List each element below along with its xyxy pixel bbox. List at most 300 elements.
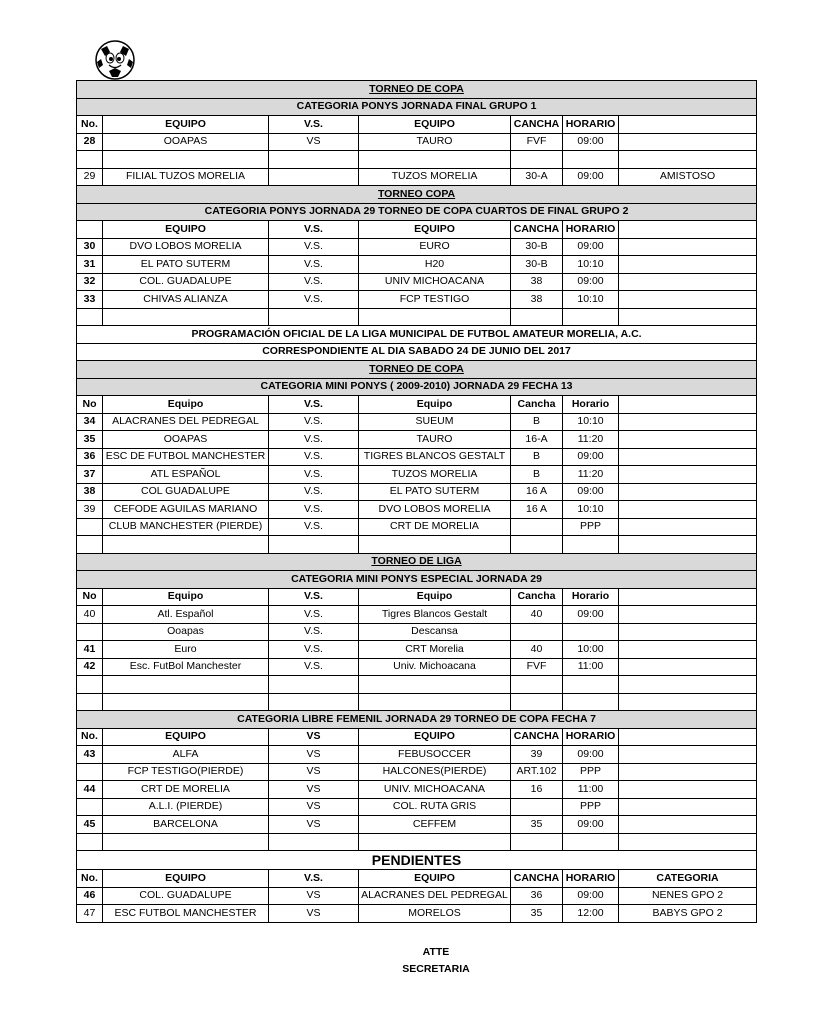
cell-time <box>563 308 619 326</box>
cell-vs <box>269 833 359 851</box>
program-title-row <box>77 343 757 361</box>
cell-note <box>619 623 757 641</box>
header-team-away: Equipo <box>359 588 511 606</box>
schedule-body <box>77 81 757 923</box>
header-team-home: EQUIPO <box>103 728 269 746</box>
cell-no <box>77 798 103 816</box>
cell-team-home: A.L.I. (PIERDE) <box>103 798 269 816</box>
cell-field: 30-B <box>511 238 563 256</box>
match-row <box>77 623 757 641</box>
cell-vs <box>269 308 359 326</box>
match-row <box>77 905 757 923</box>
cell-time: 12:00 <box>563 905 619 923</box>
section-header-text: CATEGORIA PONYS JORNADA FINAL GRUPO 1 <box>77 98 757 116</box>
cell-note <box>619 448 757 466</box>
cell-no: 38 <box>77 483 103 501</box>
cell-team-home <box>103 308 269 326</box>
cell-vs: V.S. <box>269 501 359 519</box>
header-note <box>619 588 757 606</box>
cell-vs <box>269 536 359 554</box>
cell-no: 47 <box>77 905 103 923</box>
cell-team-home: COL GUADALUPE <box>103 483 269 501</box>
cell-no <box>77 518 103 536</box>
cell-field <box>511 518 563 536</box>
cell-time: 10:10 <box>563 256 619 274</box>
cell-time <box>563 833 619 851</box>
section-header-text: TORNEO DE COPA <box>77 361 757 379</box>
header-field: CANCHA <box>511 728 563 746</box>
column-header-row <box>77 728 757 746</box>
section-header-text: CATEGORIA MINI PONYS ( 2009-2010) JORNADA 29 FECHA 13 <box>77 378 757 396</box>
cell-note: NENES GPO 2 <box>619 887 757 905</box>
header-vs: V.S. <box>269 221 359 239</box>
cell-vs: V.S. <box>269 431 359 449</box>
cell-team-away: HALCONES(PIERDE) <box>359 763 511 781</box>
header-vs: VS <box>269 728 359 746</box>
cell-team-away: TAURO <box>359 133 511 151</box>
cell-note <box>619 833 757 851</box>
column-header-row <box>77 221 757 239</box>
cell-no <box>77 693 103 711</box>
cell-team-away: Descansa <box>359 623 511 641</box>
match-row <box>77 606 757 624</box>
column-header-row <box>77 396 757 414</box>
header-team-home: EQUIPO <box>103 221 269 239</box>
cell-team-home <box>103 536 269 554</box>
cell-time <box>563 623 619 641</box>
header-vs: V.S. <box>269 870 359 888</box>
header-time: HORARIO <box>563 870 619 888</box>
header-field: CANCHA <box>511 221 563 239</box>
cell-team-home: ALACRANES DEL PEDREGAL <box>103 413 269 431</box>
column-header-row <box>77 588 757 606</box>
cell-note <box>619 308 757 326</box>
match-row <box>77 887 757 905</box>
cell-vs <box>269 168 359 186</box>
pending-title-row <box>77 851 757 870</box>
cell-vs: V.S. <box>269 641 359 659</box>
cell-field: B <box>511 413 563 431</box>
cell-team-away <box>359 308 511 326</box>
cell-field: 40 <box>511 606 563 624</box>
cell-note <box>619 693 757 711</box>
cell-team-home: FCP TESTIGO(PIERDE) <box>103 763 269 781</box>
cell-time: 10:10 <box>563 501 619 519</box>
header-no: No. <box>77 116 103 134</box>
cell-team-away: Univ. Michoacana <box>359 658 511 676</box>
cell-field: 35 <box>511 816 563 834</box>
section-header-row <box>77 203 757 221</box>
cell-note <box>619 658 757 676</box>
cell-note <box>619 798 757 816</box>
cell-team-away: CRT DE MORELIA <box>359 518 511 536</box>
cell-team-away <box>359 151 511 169</box>
header-time: HORARIO <box>563 116 619 134</box>
cell-team-away: MORELOS <box>359 905 511 923</box>
cell-time: 11:20 <box>563 431 619 449</box>
cell-field: 16-A <box>511 431 563 449</box>
cell-team-home: Ooapas <box>103 623 269 641</box>
match-row <box>77 413 757 431</box>
cell-field: 35 <box>511 905 563 923</box>
section-header-row <box>77 361 757 379</box>
cell-note <box>619 413 757 431</box>
blank-row <box>77 151 757 169</box>
match-row <box>77 448 757 466</box>
cell-team-away: TUZOS MORELIA <box>359 168 511 186</box>
cell-vs: VS <box>269 781 359 799</box>
cell-vs: VS <box>269 133 359 151</box>
cell-no: 32 <box>77 273 103 291</box>
cell-team-away: EL PATO SUTERM <box>359 483 511 501</box>
cell-field: 36 <box>511 887 563 905</box>
cell-field: 16 A <box>511 483 563 501</box>
cell-team-away: ALACRANES DEL PEDREGAL <box>359 887 511 905</box>
cell-vs: V.S. <box>269 448 359 466</box>
cell-no: 30 <box>77 238 103 256</box>
header-time: Horario <box>563 588 619 606</box>
cell-team-home: ESC DE FUTBOL MANCHESTER <box>103 448 269 466</box>
cell-vs <box>269 676 359 694</box>
cell-no: 45 <box>77 816 103 834</box>
cell-vs: V.S. <box>269 238 359 256</box>
cell-vs: V.S. <box>269 606 359 624</box>
cell-team-away: EURO <box>359 238 511 256</box>
section-header-text: CATEGORIA LIBRE FEMENIL JORNADA 29 TORNEO DE COPA FECHA 7 <box>77 711 757 729</box>
cell-time: 10:10 <box>563 291 619 309</box>
cell-field: 38 <box>511 291 563 309</box>
cell-no: 43 <box>77 746 103 764</box>
header-no: No. <box>77 728 103 746</box>
cell-time <box>563 536 619 554</box>
cell-vs <box>269 693 359 711</box>
cell-note <box>619 763 757 781</box>
cell-no: 35 <box>77 431 103 449</box>
cell-team-home: CHIVAS ALIANZA <box>103 291 269 309</box>
match-row <box>77 518 757 536</box>
match-row <box>77 641 757 659</box>
cell-vs: V.S. <box>269 291 359 309</box>
header-vs: V.S. <box>269 396 359 414</box>
section-header-text: CATEGORIA MINI PONYS ESPECIAL JORNADA 29 <box>77 571 757 589</box>
cell-no <box>77 676 103 694</box>
cell-field: 16 <box>511 781 563 799</box>
cell-team-home: Euro <box>103 641 269 659</box>
cell-field <box>511 151 563 169</box>
match-row <box>77 466 757 484</box>
cell-no: 29 <box>77 168 103 186</box>
cell-team-away: Tigres Blancos Gestalt <box>359 606 511 624</box>
cell-time: PPP <box>563 798 619 816</box>
cell-time: 09:00 <box>563 606 619 624</box>
cell-vs: V.S. <box>269 518 359 536</box>
cell-vs: VS <box>269 763 359 781</box>
cell-time: 09:00 <box>563 168 619 186</box>
match-row <box>77 798 757 816</box>
cell-time: PPP <box>563 763 619 781</box>
cell-no: 41 <box>77 641 103 659</box>
cell-vs: V.S. <box>269 623 359 641</box>
header-time: HORARIO <box>563 728 619 746</box>
match-row <box>77 746 757 764</box>
cell-time: 09:00 <box>563 483 619 501</box>
cell-team-away <box>359 676 511 694</box>
cell-time: 09:00 <box>563 448 619 466</box>
cell-team-home: ATL ESPAÑOL <box>103 466 269 484</box>
cell-no: 44 <box>77 781 103 799</box>
blank-row <box>77 693 757 711</box>
cell-vs: VS <box>269 905 359 923</box>
header-team-home: Equipo <box>103 396 269 414</box>
section-header-text: CATEGORIA PONYS JORNADA 29 TORNEO DE COPA CUARTOS DE FINAL GRUPO 2 <box>77 203 757 221</box>
cell-team-home <box>103 676 269 694</box>
cell-team-away: UNIV MICHOACANA <box>359 273 511 291</box>
header-no <box>77 221 103 239</box>
header-team-home: Equipo <box>103 588 269 606</box>
cell-team-away: CEFFEM <box>359 816 511 834</box>
cell-time: PPP <box>563 518 619 536</box>
cell-field <box>511 308 563 326</box>
cell-vs: V.S. <box>269 256 359 274</box>
blank-row <box>77 676 757 694</box>
cell-time: 11:20 <box>563 466 619 484</box>
cell-team-home: CLUB MANCHESTER (PIERDE) <box>103 518 269 536</box>
cell-team-home: OOAPAS <box>103 133 269 151</box>
cell-team-home: CEFODE AGUILAS MARIANO <box>103 501 269 519</box>
cell-team-home: ALFA <box>103 746 269 764</box>
cell-no: 31 <box>77 256 103 274</box>
header-team-home: EQUIPO <box>103 116 269 134</box>
cell-time: 09:00 <box>563 133 619 151</box>
title-text: CORRESPONDIENTE AL DIA SABADO 24 DE JUNIO DEL 2017 <box>77 343 757 361</box>
cell-team-home: Esc. FutBol Manchester <box>103 658 269 676</box>
cell-vs: VS <box>269 746 359 764</box>
blank-row <box>77 536 757 554</box>
cell-team-home <box>103 151 269 169</box>
cell-team-away: H20 <box>359 256 511 274</box>
header-team-home: EQUIPO <box>103 870 269 888</box>
header-vs: V.S. <box>269 116 359 134</box>
cell-field <box>511 623 563 641</box>
cell-note <box>619 536 757 554</box>
cell-note <box>619 431 757 449</box>
cell-field: FVF <box>511 658 563 676</box>
cell-no: 42 <box>77 658 103 676</box>
match-row <box>77 781 757 799</box>
section-header-row <box>77 186 757 204</box>
match-row <box>77 431 757 449</box>
cell-team-away: CRT Morelia <box>359 641 511 659</box>
cell-vs: VS <box>269 798 359 816</box>
footer-secretaria: SECRETARIA <box>402 963 470 975</box>
cell-time: 11:00 <box>563 781 619 799</box>
cell-vs: V.S. <box>269 483 359 501</box>
cell-note <box>619 256 757 274</box>
cell-no <box>77 833 103 851</box>
cell-team-home: EL PATO SUTERM <box>103 256 269 274</box>
cell-note <box>619 816 757 834</box>
header-team-away: EQUIPO <box>359 870 511 888</box>
cell-field: ART.102 <box>511 763 563 781</box>
header-team-away: EQUIPO <box>359 116 511 134</box>
match-row <box>77 273 757 291</box>
cell-note <box>619 483 757 501</box>
cell-field: 39 <box>511 746 563 764</box>
cell-time: 09:00 <box>563 746 619 764</box>
cell-note <box>619 518 757 536</box>
cell-team-away <box>359 536 511 554</box>
section-header-row <box>77 378 757 396</box>
cell-team-home <box>103 833 269 851</box>
cell-team-away: TUZOS MORELIA <box>359 466 511 484</box>
cell-team-home: CRT DE MORELIA <box>103 781 269 799</box>
cell-no: 37 <box>77 466 103 484</box>
cell-time <box>563 151 619 169</box>
section-header-text: TORNEO DE COPA <box>77 81 757 99</box>
cell-no <box>77 763 103 781</box>
cell-field: 30-B <box>511 256 563 274</box>
soccer-ball-mascot-icon <box>91 37 139 81</box>
cell-team-away <box>359 693 511 711</box>
cell-field: 38 <box>511 273 563 291</box>
cell-team-away: FEBUSOCCER <box>359 746 511 764</box>
match-row <box>77 658 757 676</box>
cell-field: B <box>511 466 563 484</box>
cell-team-home: ESC FUTBOL MANCHESTER <box>103 905 269 923</box>
cell-field <box>511 833 563 851</box>
section-header-row <box>77 81 757 99</box>
cell-field <box>511 693 563 711</box>
cell-no: 40 <box>77 606 103 624</box>
match-row <box>77 763 757 781</box>
header-no: No <box>77 396 103 414</box>
program-title-row <box>77 326 757 344</box>
cell-note <box>619 606 757 624</box>
cell-team-away: FCP TESTIGO <box>359 291 511 309</box>
cell-note <box>619 781 757 799</box>
column-header-row <box>77 116 757 134</box>
cell-note: BABYS GPO 2 <box>619 905 757 923</box>
cell-no <box>77 623 103 641</box>
section-header-row <box>77 98 757 116</box>
section-header-row <box>77 553 757 571</box>
cell-no: 28 <box>77 133 103 151</box>
cell-note <box>619 133 757 151</box>
cell-note <box>619 273 757 291</box>
cell-time: 09:00 <box>563 238 619 256</box>
cell-note <box>619 291 757 309</box>
section-header-row <box>77 711 757 729</box>
column-header-row <box>77 870 757 888</box>
cell-no: 46 <box>77 887 103 905</box>
cell-note <box>619 676 757 694</box>
header-no: No <box>77 588 103 606</box>
cell-time: 09:00 <box>563 273 619 291</box>
cell-time: 10:10 <box>563 413 619 431</box>
cell-no <box>77 151 103 169</box>
cell-vs: V.S. <box>269 658 359 676</box>
cell-team-away <box>359 833 511 851</box>
cell-field: 30-A <box>511 168 563 186</box>
cell-team-away: TIGRES BLANCOS GESTALT <box>359 448 511 466</box>
cell-field <box>511 676 563 694</box>
cell-time <box>563 676 619 694</box>
cell-time: 10:00 <box>563 641 619 659</box>
match-row <box>77 501 757 519</box>
cell-note <box>619 746 757 764</box>
header-note <box>619 116 757 134</box>
cell-time: 09:00 <box>563 887 619 905</box>
footer-atte: ATTE <box>422 946 450 958</box>
header-note <box>619 396 757 414</box>
header-team-away: Equipo <box>359 396 511 414</box>
cell-team-home: FILIAL TUZOS MORELIA <box>103 168 269 186</box>
section-header-text: TORNEO COPA <box>77 186 757 204</box>
header-note <box>619 221 757 239</box>
match-row <box>77 133 757 151</box>
header-time: HORARIO <box>563 221 619 239</box>
header-note <box>619 728 757 746</box>
header-no: No. <box>77 870 103 888</box>
cell-field: FVF <box>511 133 563 151</box>
cell-vs: VS <box>269 887 359 905</box>
cell-team-home: COL. GUADALUPE <box>103 273 269 291</box>
header-team-away: EQUIPO <box>359 221 511 239</box>
header-field: Cancha <box>511 396 563 414</box>
header-note: CATEGORIA <box>619 870 757 888</box>
cell-vs: V.S. <box>269 466 359 484</box>
cell-no: 36 <box>77 448 103 466</box>
match-row <box>77 256 757 274</box>
cell-note <box>619 151 757 169</box>
header-field: Cancha <box>511 588 563 606</box>
cell-vs: V.S. <box>269 413 359 431</box>
cell-field <box>511 536 563 554</box>
cell-no: 39 <box>77 501 103 519</box>
title-text: PROGRAMACIÓN OFICIAL DE LA LIGA MUNICIPAL DE FUTBOL AMATEUR MORELIA, A.C. <box>77 326 757 344</box>
blank-row <box>77 833 757 851</box>
cell-team-home: BARCELONA <box>103 816 269 834</box>
cell-team-away: DVO LOBOS MORELIA <box>359 501 511 519</box>
cell-team-away: COL. RUTA GRIS <box>359 798 511 816</box>
header-vs: V.S. <box>269 588 359 606</box>
cell-no <box>77 308 103 326</box>
header-team-away: EQUIPO <box>359 728 511 746</box>
match-row <box>77 291 757 309</box>
cell-note <box>619 641 757 659</box>
cell-note <box>619 238 757 256</box>
cell-team-away: UNIV. MICHOACANA <box>359 781 511 799</box>
cell-note: AMISTOSO <box>619 168 757 186</box>
cell-vs: VS <box>269 816 359 834</box>
cell-field <box>511 798 563 816</box>
cell-no: 33 <box>77 291 103 309</box>
header-field: CANCHA <box>511 870 563 888</box>
match-row <box>77 168 757 186</box>
cell-no: 34 <box>77 413 103 431</box>
cell-team-away: TAURO <box>359 431 511 449</box>
cell-field: 16 A <box>511 501 563 519</box>
cell-field: 40 <box>511 641 563 659</box>
cell-vs: V.S. <box>269 273 359 291</box>
match-row <box>77 483 757 501</box>
cell-team-home <box>103 693 269 711</box>
schedule-table <box>76 80 757 923</box>
match-row <box>77 816 757 834</box>
cell-no <box>77 536 103 554</box>
section-header-row <box>77 571 757 589</box>
cell-note <box>619 501 757 519</box>
